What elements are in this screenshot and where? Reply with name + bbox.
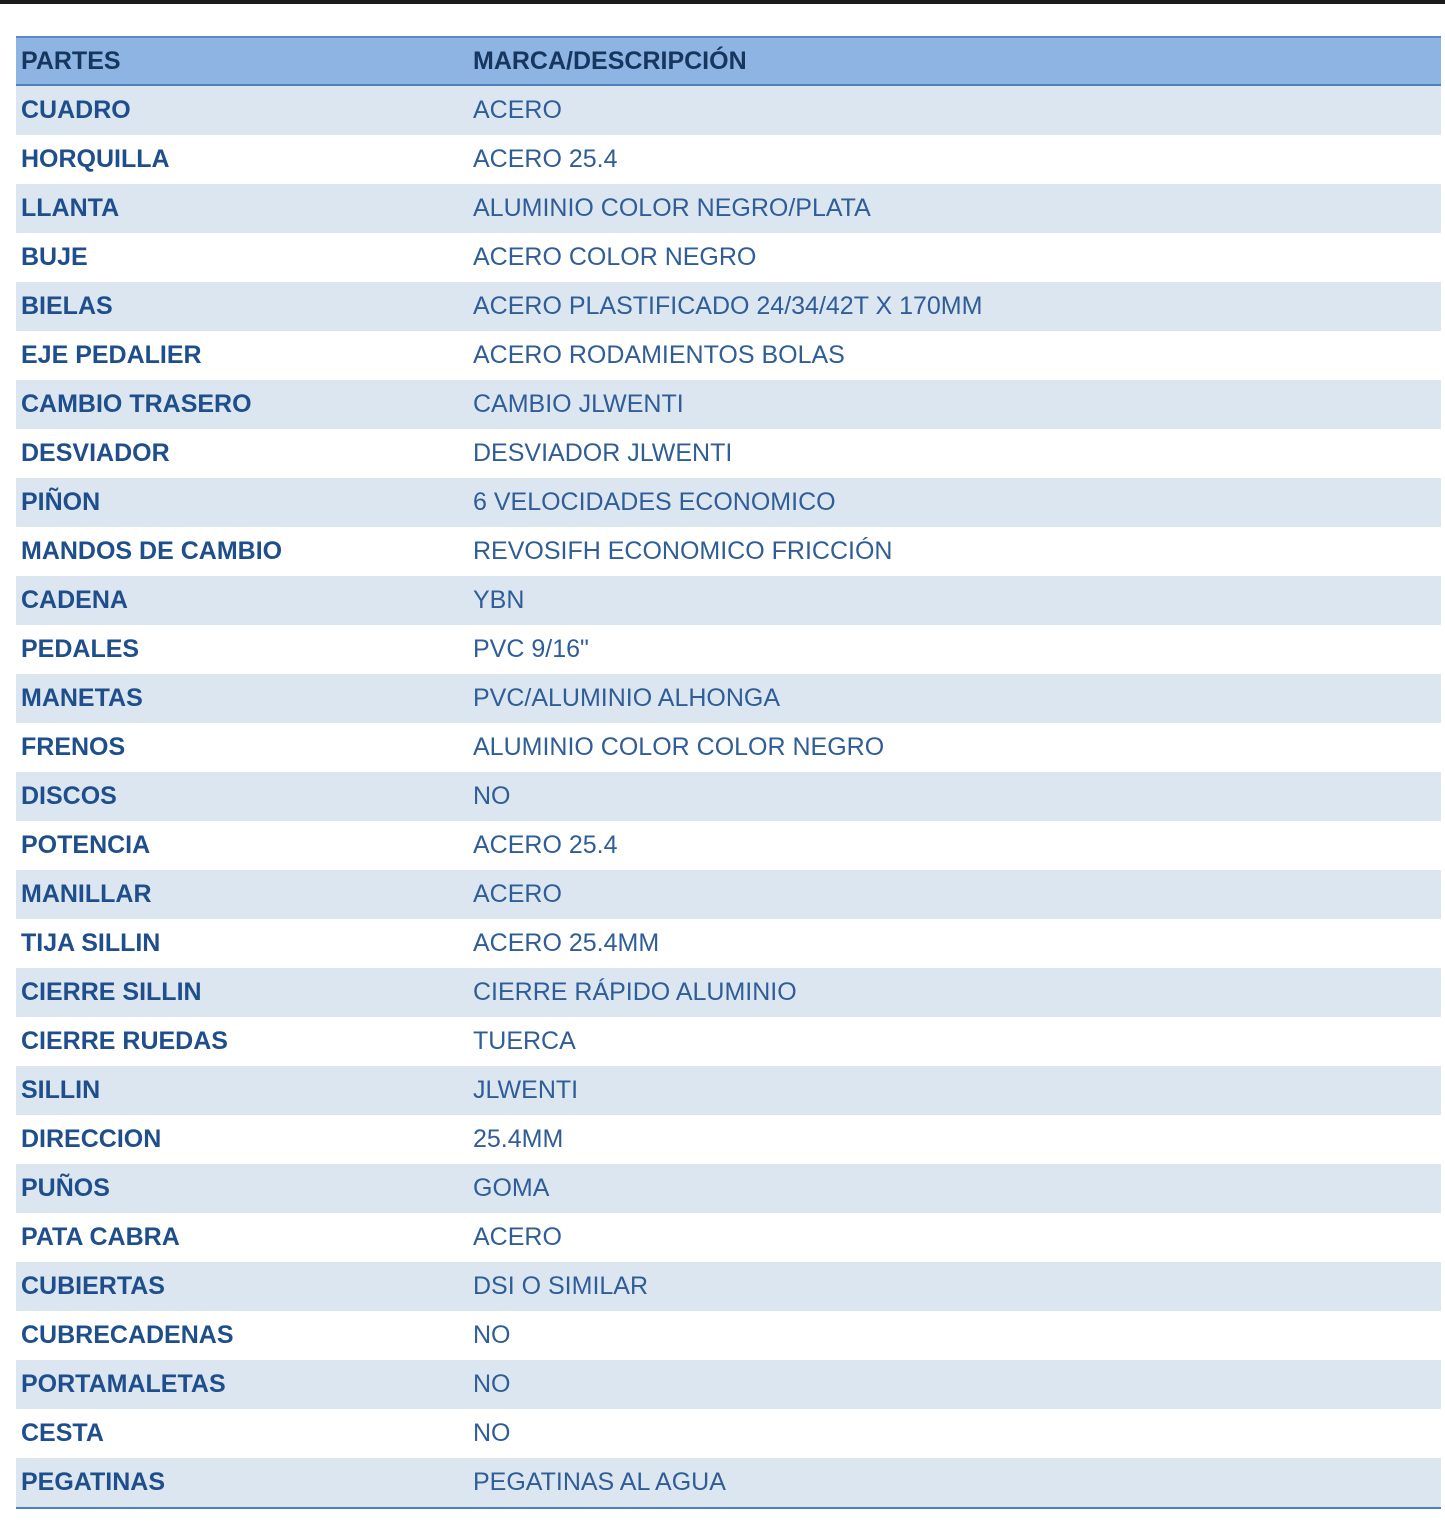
part-name-cell: FRENOS bbox=[21, 733, 126, 761]
part-name-cell: CAMBIO TRASERO bbox=[21, 390, 252, 418]
table-row bbox=[16, 282, 1441, 331]
table-row bbox=[16, 478, 1441, 527]
part-description-cell: GOMA bbox=[473, 1174, 550, 1202]
table-row bbox=[16, 625, 1441, 674]
part-name-cell: DISCOS bbox=[21, 782, 117, 810]
table-row bbox=[16, 1458, 1441, 1507]
table-row bbox=[16, 86, 1441, 135]
part-name-cell: PATA CABRA bbox=[21, 1223, 180, 1251]
part-description-cell: ACERO 25.4 bbox=[473, 145, 618, 173]
part-description-cell: NO bbox=[473, 1370, 511, 1398]
part-description-cell: ALUMINIO COLOR NEGRO/PLATA bbox=[473, 194, 871, 222]
table-bottom-rule bbox=[16, 1507, 1441, 1509]
table-row bbox=[16, 1017, 1441, 1066]
part-description-cell: 25.4MM bbox=[473, 1125, 564, 1153]
part-name-cell: PEGATINAS bbox=[21, 1468, 165, 1496]
part-description-cell: CAMBIO JLWENTI bbox=[473, 390, 684, 418]
part-description-cell: PVC 9/16" bbox=[473, 635, 589, 663]
part-name-cell: PEDALES bbox=[21, 635, 140, 663]
part-name-cell: CESTA bbox=[21, 1419, 104, 1447]
part-description-cell: NO bbox=[473, 1419, 511, 1447]
part-description-cell: REVOSIFH ECONOMICO FRICCIÓN bbox=[473, 537, 893, 565]
part-name-cell: POTENCIA bbox=[21, 831, 151, 859]
part-name-cell: BUJE bbox=[21, 243, 88, 271]
part-description-cell: DSI O SIMILAR bbox=[473, 1272, 649, 1300]
table-row bbox=[16, 968, 1441, 1017]
part-description-cell: ACERO PLASTIFICADO 24/34/42T X 170MM bbox=[473, 292, 983, 320]
part-name-cell: BIELAS bbox=[21, 292, 113, 320]
part-description-cell: PEGATINAS AL AGUA bbox=[473, 1468, 726, 1496]
table-row bbox=[16, 527, 1441, 576]
part-description-cell: ACERO 25.4 bbox=[473, 831, 618, 859]
table-row bbox=[16, 1360, 1441, 1409]
part-description-cell: YBN bbox=[473, 586, 525, 614]
table-row bbox=[16, 772, 1441, 821]
part-name-cell: CADENA bbox=[21, 586, 128, 614]
part-name-cell: MANILLAR bbox=[21, 880, 152, 908]
table-row bbox=[16, 821, 1441, 870]
part-name-cell: CIERRE RUEDAS bbox=[21, 1027, 228, 1055]
table-row bbox=[16, 380, 1441, 429]
table-row bbox=[16, 1115, 1441, 1164]
part-name-cell: CUBRECADENAS bbox=[21, 1321, 234, 1349]
part-description-cell: ACERO bbox=[473, 96, 562, 124]
part-name-cell: EJE PEDALIER bbox=[21, 341, 202, 369]
part-description-cell: PVC/ALUMINIO ALHONGA bbox=[473, 684, 781, 712]
table-row bbox=[16, 1409, 1441, 1458]
part-name-cell: MANDOS DE CAMBIO bbox=[21, 537, 283, 565]
part-description-cell: NO bbox=[473, 1321, 511, 1349]
part-description-cell: ACERO 25.4MM bbox=[473, 929, 660, 957]
part-description-cell: ACERO COLOR NEGRO bbox=[473, 243, 757, 271]
part-name-cell: DIRECCION bbox=[21, 1125, 162, 1153]
table-body bbox=[16, 86, 1441, 1507]
part-name-cell: PORTAMALETAS bbox=[21, 1370, 226, 1398]
table-row bbox=[16, 331, 1441, 380]
part-name-cell: DESVIADOR bbox=[21, 439, 170, 467]
table-row bbox=[16, 723, 1441, 772]
header-parts: PARTES bbox=[21, 46, 121, 75]
part-description-cell: JLWENTI bbox=[473, 1076, 579, 1104]
spec-table bbox=[16, 36, 1441, 1509]
part-name-cell: CIERRE SILLIN bbox=[21, 978, 202, 1006]
table-row bbox=[16, 674, 1441, 723]
header-description: MARCA/DESCRIPCIÓN bbox=[473, 46, 747, 75]
part-name-cell: MANETAS bbox=[21, 684, 143, 712]
table-row bbox=[16, 576, 1441, 625]
part-name-cell: PUÑOS bbox=[21, 1174, 110, 1202]
table-header bbox=[16, 36, 1441, 86]
part-description-cell: TUERCA bbox=[473, 1027, 576, 1055]
part-name-cell: HORQUILLA bbox=[21, 145, 170, 173]
table-row bbox=[16, 184, 1441, 233]
part-description-cell: ACERO bbox=[473, 1223, 562, 1251]
table-row bbox=[16, 233, 1441, 282]
table-row bbox=[16, 1262, 1441, 1311]
part-description-cell: DESVIADOR JLWENTI bbox=[473, 439, 733, 467]
table-row bbox=[16, 919, 1441, 968]
table-row bbox=[16, 1213, 1441, 1262]
table-row bbox=[16, 1066, 1441, 1115]
part-description-cell: 6 VELOCIDADES ECONOMICO bbox=[473, 488, 836, 516]
top-divider bbox=[0, 0, 1445, 4]
part-name-cell: CUBIERTAS bbox=[21, 1272, 165, 1300]
part-description-cell: ALUMINIO COLOR COLOR NEGRO bbox=[473, 733, 885, 761]
table-row bbox=[16, 135, 1441, 184]
part-name-cell: LLANTA bbox=[21, 194, 120, 222]
part-description-cell: ACERO bbox=[473, 880, 562, 908]
table-row bbox=[16, 870, 1441, 919]
part-description-cell: CIERRE RÁPIDO ALUMINIO bbox=[473, 978, 797, 1006]
table-row bbox=[16, 429, 1441, 478]
part-description-cell: NO bbox=[473, 782, 511, 810]
part-name-cell: TIJA SILLIN bbox=[21, 929, 161, 957]
table-row bbox=[16, 1164, 1441, 1213]
part-name-cell: SILLIN bbox=[21, 1076, 101, 1104]
table-row bbox=[16, 1311, 1441, 1360]
part-description-cell: ACERO RODAMIENTOS BOLAS bbox=[473, 341, 845, 369]
part-name-cell: PIÑON bbox=[21, 488, 101, 516]
part-name-cell: CUADRO bbox=[21, 96, 131, 124]
